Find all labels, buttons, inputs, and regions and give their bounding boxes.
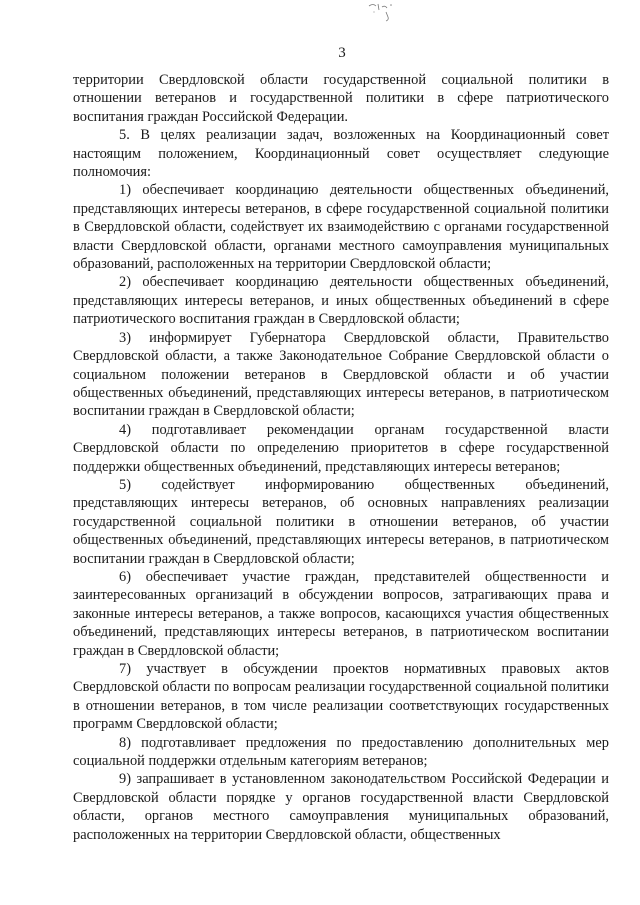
page-number: 3 — [338, 45, 346, 61]
paragraph-item-1: 1) обеспечивает координацию деятельности общественных объединений, представляющих интересы ветеранов, в сфере государственной социальной политики в Свердловской области, содействует их взаимодействию с органами государственной власти Свердловской области, органами местного самоуправления муниципальных образований, расположенных на территории Свердловской области; — [73, 182, 609, 273]
paragraph-item-2: 2) обеспечивает координацию деятельности общественных объединений, представляющих интересы ветеранов, и иных общественных объединений в сфере патриотического воспитания граждан в Свердловской области; — [73, 274, 609, 328]
paragraph-item-9: 9) запрашивает в установленном законодательством Российской Федерации и Свердловской области порядке у органов государственной власти Свердловской области, органов местного самоуправления муниципальных образований, расположенных на территории Свердловской области, общественных — [73, 771, 609, 843]
paragraph-clause-5: 5. В целях реализации задач, возложенных на Координационный совет настоящим положением, Координационный совет осуществляет следующие полномочия: — [73, 127, 609, 181]
paragraph-item-3: 3) информирует Губернатора Свердловской области, Правительство Свердловской области, а также Законодательное Собрание Свердловской области о социальном положении ветеранов в Свердловской области и об участии общественных объединений, представляющих интересы ветеранов, в патриотическом воспитании граждан в Свердловской области; — [73, 329, 609, 420]
paragraph-continuation: территории Свердловской области государственной социальной политики в отношении ветеранов и государственной политики в сфере патриотического воспитания граждан Российской Федерации. — [73, 72, 609, 125]
paragraph-item-5: 5) содействует информированию общественных объединений, представляющих интересы ветеранов, об основных направлениях реализации государственной социальной политики в отношении ветеранов, об участии общественных объединений, представляющих интересы ветеранов, в патриотическом воспитании граждан в Свердловской области; — [73, 476, 609, 567]
paragraph-item-4: 4) подготавливает рекомендации органам государственной власти Свердловской области по определению приоритетов в сфере государственной поддержки общественных объединений, представляющих интересы ветеранов; — [73, 421, 609, 475]
paragraph-item-7: 7) участвует в обсуждении проектов нормативных правовых актов Свердловской области по вопросам реализации государственной социальной политики в отношении ветеранов, в том числе реализации соответствующих государственных программ Свердловской области; — [73, 661, 609, 733]
paragraph-item-6: 6) обеспечивает участие граждан, представителей общественности и заинтересованных организаций в обсуждении вопросов, затрагивающих права и законные интересы ветеранов, а также вопросов, касающихся участия общественных объединений, представляющих интересы ветеранов, в патриотическом воспитании граждан в Свердловской области; — [73, 568, 609, 659]
paragraph-item-8: 8) подготавливает предложения по предоставлению дополнительных мер социальной поддержки отдельным категориям ветеранов; — [73, 734, 609, 770]
document-body — [73, 71, 609, 844]
scan-artifact-mark — [366, 0, 396, 28]
